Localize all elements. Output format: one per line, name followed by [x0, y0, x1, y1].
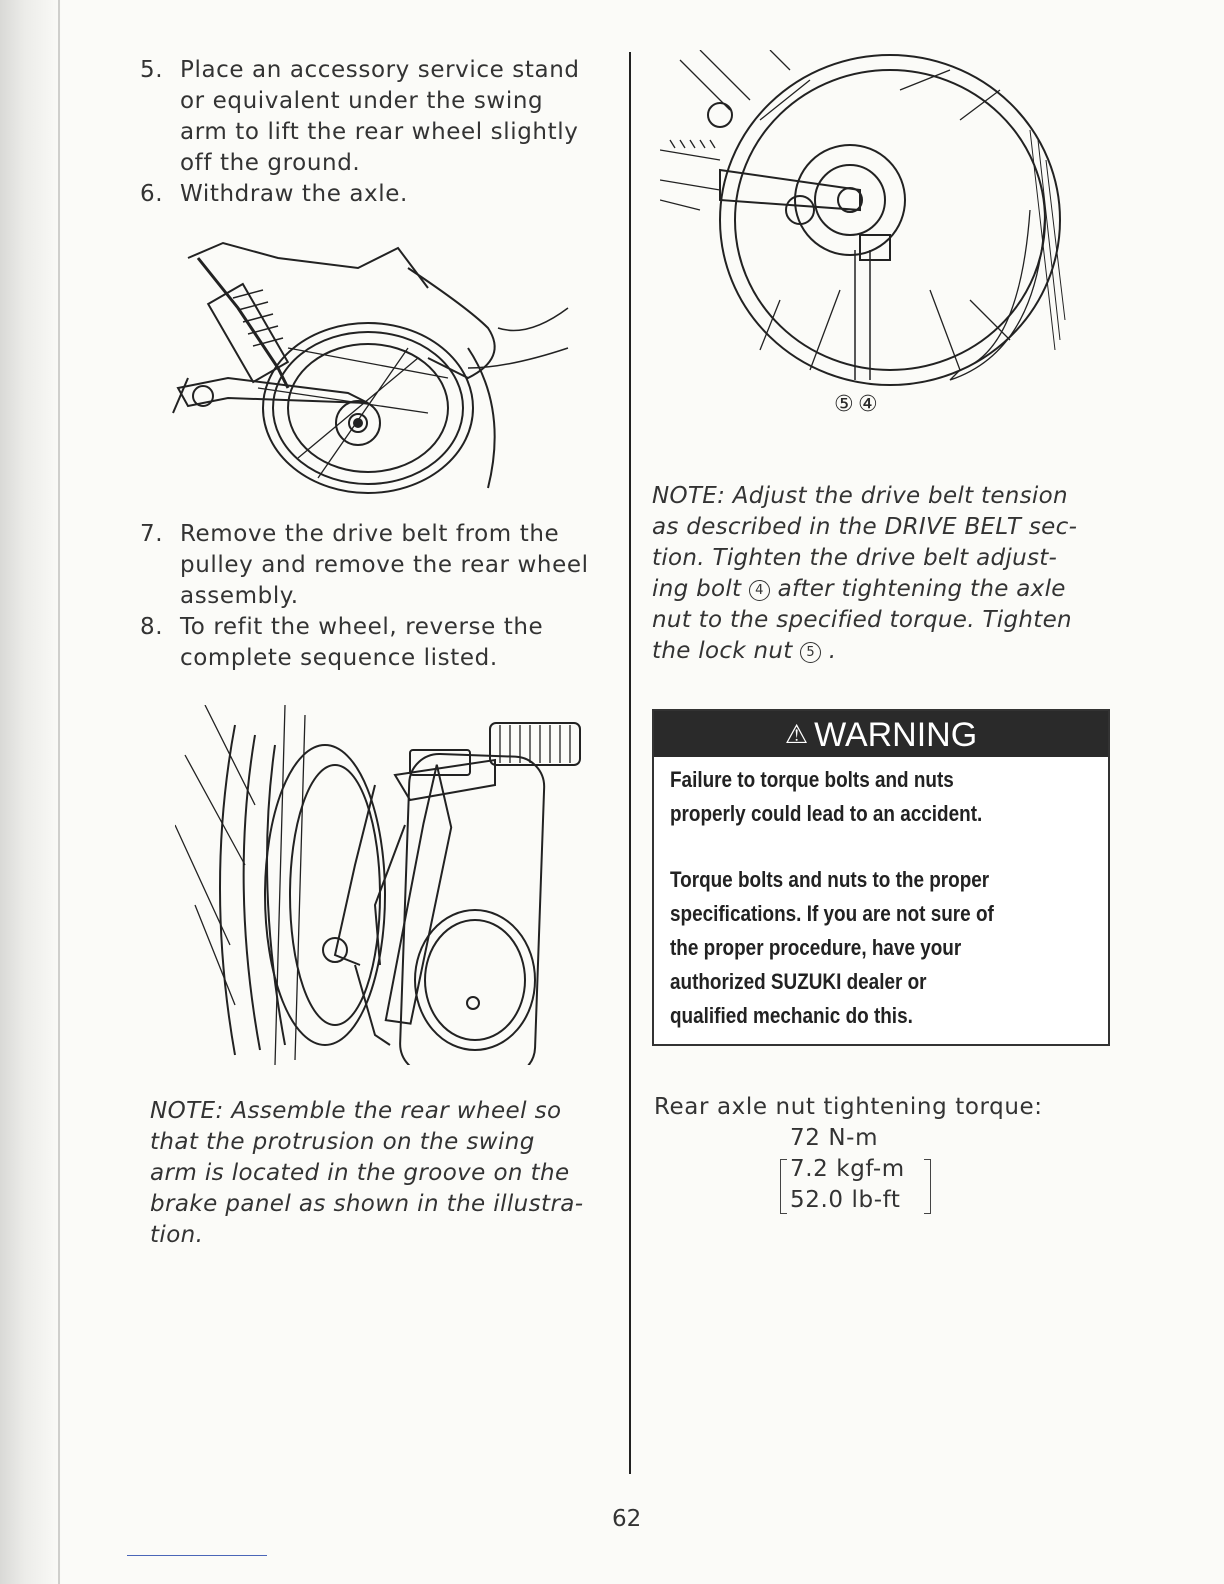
step-number: 6.	[140, 181, 164, 207]
step-number: 5.	[140, 57, 164, 83]
figure-rear-wheel-axle	[168, 228, 588, 498]
note-line-2: that the protrusion on the swing	[150, 1129, 535, 1155]
step-5-line-1: Place an accessory service stand	[180, 57, 580, 83]
note-line-5: nut to the specified torque. Tighten	[652, 607, 1072, 633]
step-number: 8.	[140, 614, 164, 640]
note-line-1: NOTE: Adjust the drive belt tension	[652, 483, 1068, 509]
warning-triangle-icon: ⚠	[784, 719, 809, 749]
figure-callout-5: ⑤	[834, 392, 852, 417]
note-line-4a: ing bolt	[652, 576, 749, 602]
scan-edge-mark	[127, 1555, 267, 1556]
warning-paragraph-2	[670, 863, 1083, 1033]
callout-4-marker: 4	[749, 580, 770, 601]
torque-label: Rear axle nut tightening torque:	[654, 1094, 1043, 1120]
step-7-line-1: Remove the drive belt from the	[180, 521, 560, 547]
figure-brake-panel-swing-arm	[175, 705, 595, 1065]
warning-box	[652, 709, 1110, 1046]
note-line-4b: after tightening the axle	[769, 576, 1066, 602]
note-assemble-rear-wheel	[150, 1096, 584, 1251]
step-8-line-1: To refit the wheel, reverse the	[180, 614, 544, 640]
callout-5-marker: 5	[800, 642, 821, 663]
step-5-line-2: or equivalent under the swing	[180, 88, 544, 114]
step-8-line-2: complete sequence listed.	[180, 645, 498, 671]
column-divider	[629, 52, 631, 1474]
torque-value-lbft: 52.0 lb-ft	[790, 1187, 901, 1213]
step-number: 7.	[140, 521, 164, 547]
warning-header	[654, 711, 1108, 757]
note-line-3: tion. Tighten the drive belt adjust-	[652, 545, 1058, 571]
step-8	[140, 612, 610, 674]
figure-drive-belt-adjuster	[660, 50, 1100, 430]
step-6	[140, 179, 610, 210]
torque-spec	[654, 1092, 1043, 1213]
note-line-6	[652, 636, 1077, 667]
note-line-4	[652, 574, 1077, 605]
page-binding-shadow	[0, 0, 62, 1584]
page-binding-edge	[58, 0, 60, 1584]
warning-p2-line-3: the proper procedure, have your	[670, 935, 962, 960]
page-number: 62	[612, 1506, 642, 1532]
step-7	[140, 519, 610, 612]
note-adjust-belt-tension	[652, 481, 1077, 667]
warning-p2-line-5: qualified mechanic do this.	[670, 1003, 913, 1028]
note-line-2: as described in the DRIVE BELT sec-	[652, 514, 1078, 540]
step-5-line-3: arm to lift the rear wheel slightly	[180, 119, 579, 145]
warning-text	[670, 763, 1083, 1033]
step-5-line-4: off the ground.	[180, 150, 361, 176]
step-7-line-2: pulley and remove the rear wheel	[180, 552, 589, 578]
note-line-4: brake panel as shown in the illustra-	[150, 1191, 584, 1217]
torque-bracket-left	[780, 1159, 787, 1214]
note-line-3: arm is located in the groove on the	[150, 1160, 570, 1186]
figure-callout-4: ④	[858, 392, 878, 417]
note-line-6a: the lock nut	[652, 638, 801, 664]
warning-p1-line-2: properly could lead to an accident.	[670, 801, 983, 826]
step-5	[140, 55, 610, 179]
warning-p2-line-2: specifications. If you are not sure of	[670, 901, 994, 926]
torque-value-kgfm: 7.2 kgf-m	[790, 1156, 905, 1182]
step-6-line-1: Withdraw the axle.	[180, 181, 408, 207]
warning-title: WARNING	[814, 716, 978, 754]
warning-p2-line-1: Torque bolts and nuts to the proper	[670, 867, 990, 892]
step-7-line-3: assembly.	[180, 583, 299, 609]
note-line-6b: .	[821, 638, 837, 664]
torque-bracket-right	[924, 1159, 931, 1214]
torque-value-nm: 72 N-m	[790, 1125, 879, 1151]
note-line-5: tion.	[150, 1222, 204, 1248]
warning-paragraph-1	[670, 763, 1083, 831]
note-line-1: NOTE: Assemble the rear wheel so	[150, 1098, 562, 1124]
warning-p2-line-4: authorized SUZUKI dealer or	[670, 969, 927, 994]
warning-p1-line-1: Failure to torque bolts and nuts	[670, 767, 954, 792]
